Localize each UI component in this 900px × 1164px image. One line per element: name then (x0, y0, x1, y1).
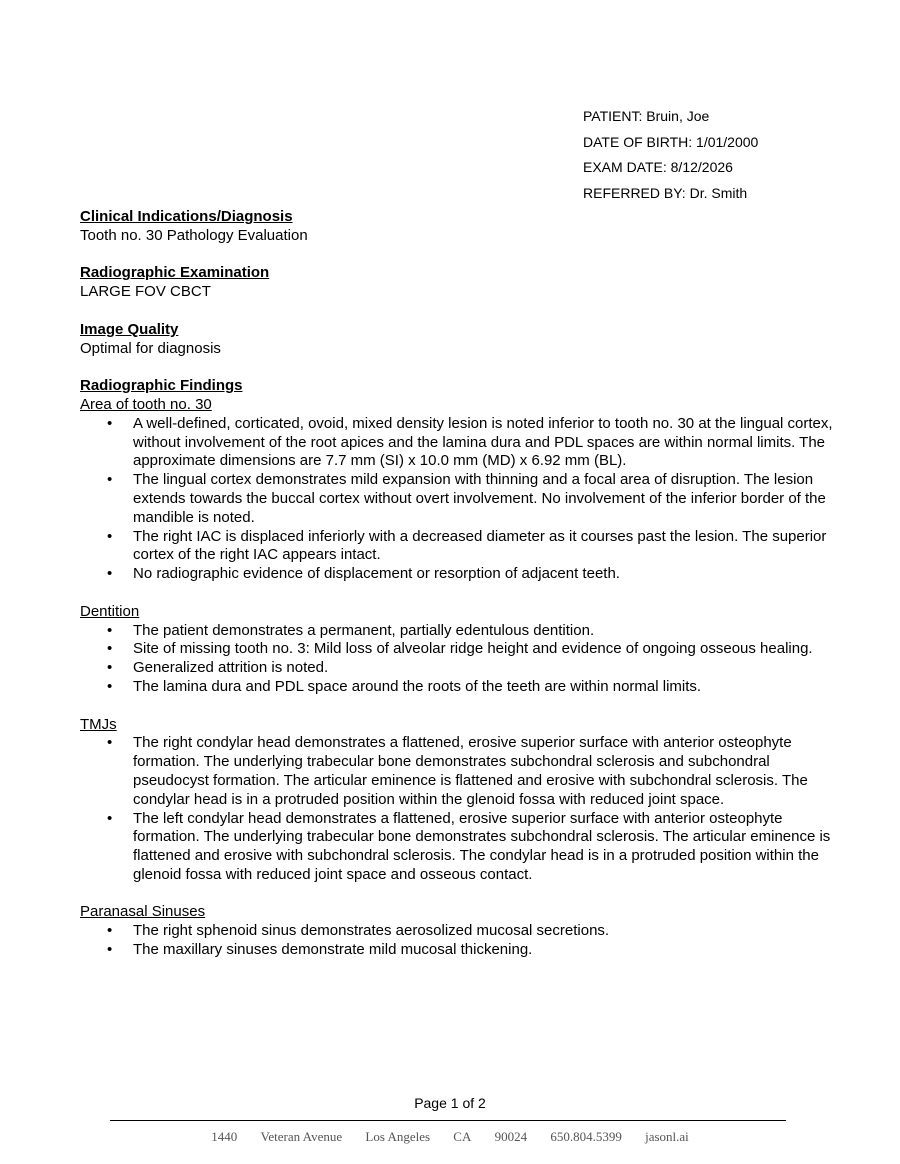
area-tooth-30-list (80, 415, 840, 584)
patient-info-block (583, 105, 758, 207)
exam-date: EXAM DATE: 8/12/2026 (583, 159, 733, 175)
radiographic-findings-title: Radiographic Findings (80, 377, 243, 395)
list-item: • Site of missing tooth no. 3: Mild loss of alveolar ridge height and evidence of ongoing osseous healing. (133, 640, 840, 659)
list-item: • No radiographic evidence of displacement or resorption of adjacent teeth. (133, 565, 840, 584)
footer-address (0, 1129, 900, 1145)
area-tooth-30-heading: Area of tooth no. 30 (80, 395, 212, 413)
list-item: • The right condylar head demonstrates a flattened, erosive superior surface with anterior osteophyte formation. The underlying trabecular bone demonstrates subchondral sclerosis and subchondral pseudocyst formation. The articular eminence is flattened and erosive with subchondral sclerosis. The condylar head is in a protruded position within the glenoid fossa with reduced joint space. (133, 734, 840, 809)
tmjs-list (80, 734, 840, 884)
list-item: • The patient demonstrates a permanent, partially edentulous dentition. (133, 622, 840, 641)
footer-street: Veteran Avenue (260, 1129, 343, 1144)
footer-website: jasonl.ai (645, 1129, 689, 1144)
list-item: • The right sphenoid sinus demonstrates aerosolized mucosal secretions. (133, 922, 840, 941)
paranasal-sinuses-list (80, 922, 840, 960)
list-item: • The lamina dura and PDL space around the roots of the teeth are within normal limits. (133, 678, 840, 697)
list-item: • The lingual cortex demonstrates mild expansion with thinning and a focal area of disruption. The lesion extends towards the buccal cortex without overt involvement. No involvement of the inferior border of the mandible is noted. (133, 471, 840, 527)
list-item: • The maxillary sinuses demonstrate mild mucosal thickening. (133, 941, 840, 960)
clinical-indications-title: Clinical Indications/Diagnosis (80, 208, 293, 225)
radiographic-examination-title: Radiographic Examination (80, 264, 270, 282)
page-number: Page 1 of 2 (414, 1095, 486, 1111)
referred-by: REFERRED BY: Dr. Smith (583, 184, 748, 201)
list-item: • The left condylar head demonstrates a flattened, erosive superior surface with anterior osteophyte formation. The underlying trabecular bone demonstrates subchondral sclerosis. The articular eminence is flattened and erosive with subchondral sclerosis. The condylar head is in a protruded position within the glenoid fossa with reduced joint space and osseous contact. (133, 810, 840, 885)
footer-street-number: 1440 (211, 1129, 238, 1144)
footer-state: CA (453, 1129, 472, 1144)
radiographic-examination-text: LARGE FOV CBCT (80, 283, 211, 301)
date-of-birth: DATE OF BIRTH: 1/01/2000 (583, 133, 759, 150)
footer-zip: 90024 (494, 1129, 528, 1144)
clinical-indications-text: Tooth no. 30 Pathology Evaluation (80, 226, 308, 244)
patient-name: PATIENT: Bruin, Joe (583, 108, 710, 124)
list-item: • A well-defined, corticated, ovoid, mixed density lesion is noted inferior to tooth no. 30 at the lingual cortex, without involvement of the root apices and the lamina dura and PDL spaces are within normal limits. The approximate dimensions are 7.7 mm (SI) x 10.0 mm (MD) x 6.92 mm (BL). (133, 415, 840, 471)
image-quality-title: Image Quality (80, 320, 179, 338)
footer-divider (110, 1120, 786, 1121)
footer-city: Los Angeles (365, 1129, 431, 1144)
tmjs-heading: TMJs (80, 715, 117, 733)
image-quality-text: Optimal for diagnosis (80, 339, 221, 357)
dentition-heading: Dentition (80, 602, 140, 620)
footer-phone: 650.804.5399 (550, 1129, 622, 1144)
list-item: • Generalized attrition is noted. (133, 659, 840, 678)
report-body (80, 208, 840, 960)
list-item: • The right IAC is displaced inferiorly with a decreased diameter as it courses past the lesion. The superior cortex of the right IAC appears intact. (133, 528, 840, 566)
paranasal-sinuses-heading: Paranasal Sinuses (80, 903, 206, 921)
dentition-list (80, 622, 840, 697)
